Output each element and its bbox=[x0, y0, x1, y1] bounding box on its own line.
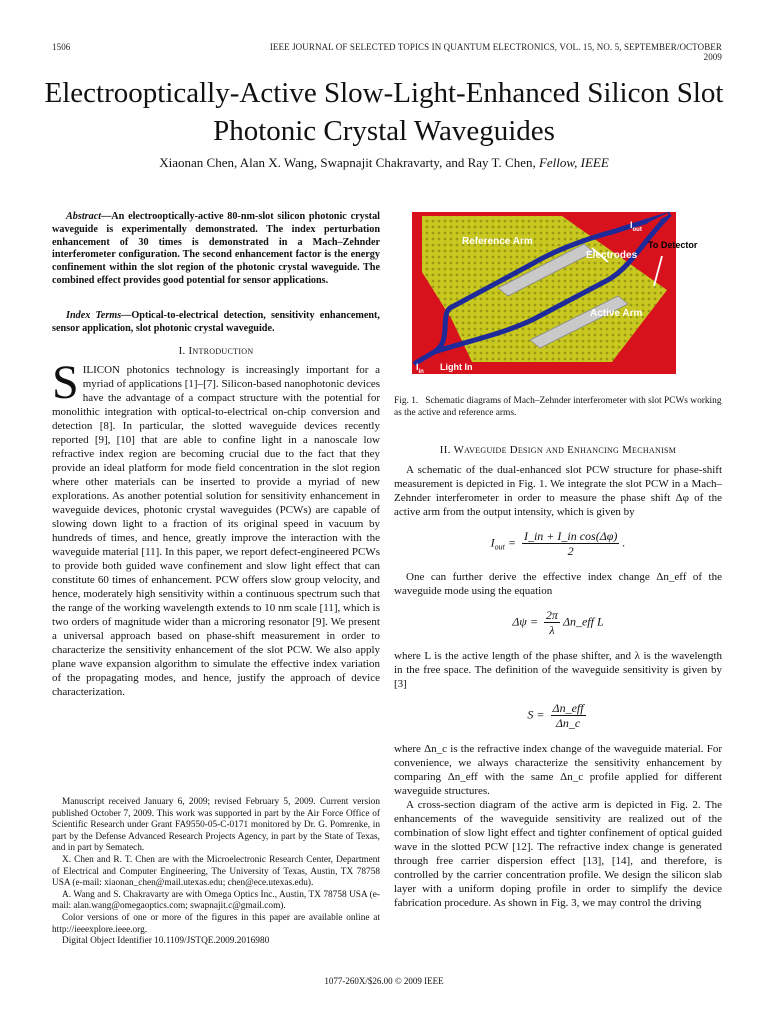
section-title: Waveguide Design and Enhancing Mechanism bbox=[453, 444, 677, 456]
footnote-manuscript: Manuscript received January 6, 2009; revised February 5, 2009. Current version published October 7, 2009. This work was supported in part by the Air Force Office of Scientific Research under Grant FA9550-05-C-0171 monitored by Dr. G. Pomrenke, in part by the Defense Advanced Research Projects Agency, in part by the State of Texas, and in part by Sematech. bbox=[52, 797, 380, 854]
footnote-color: Color versions of one or more of the figures in this paper are available online at http://ieeexplore.ieee.org. bbox=[52, 912, 380, 935]
figure-1-caption bbox=[394, 396, 722, 419]
label-active: Active Arm bbox=[590, 308, 643, 319]
page-number: 1506 bbox=[52, 42, 71, 52]
label-iin: $I_{in}$ bbox=[416, 362, 424, 375]
abstract bbox=[52, 211, 380, 288]
copyright-footer: 1077-260X/$26.00 © 2009 IEEE bbox=[324, 976, 444, 986]
caption-label: Fig. 1. bbox=[394, 396, 419, 406]
footnote-affiliation-2: A. Wang and S. Chakravarty are with Omega Optics Inc., Austin, TX 78758 USA (e-mail: alan.wang@omegaoptics.com; swapnajit.c@gmail.com). bbox=[52, 889, 380, 912]
introduction-text: ILICON photonics technology is increasingly important for a myriad of applications [1]–[7]. Silicon-based nanophotonic devices have the advantage of a compact structure with the potential for monolithic integration with optical-to-electrical on-chip conversion and detection [8]. In particular, the slotted waveguide devices recently reported [9], [10] that are able to confine light in a nanoscale low refractive index region are becoming crucial due to the fact that they provide an ideal platform for mode field concentration in the slot region where other materials can be inserted to provide a myriad of new explorations. As another potential solution for sensitivity enhancement in waveguide devices, photonic crystal waveguides (PCWs) are capable of slowing down light to a fraction of its original speed in vacuum by hundreds of times, and hence, greatly improve the interaction with the waveguide material [11]. In this paper, we report defect-engineered PCWs to provide both guided wave confinement and slow light effect that can constitute 60 times of enhancement. PCW offers slow group velocity, and hence, moderately high sensitivity within a continuous spectrum such that the range of the working wavelength extends to 10 nm scale [11], which is two orders of magnitude wider than a microring resonator [9]. We present a universal approach based on phase-shift measurement in order to characterize the sensitivity enhancement of the slot PCW. We also apply plane wave expansion algorithm to simulate the effective index variation of the propagating modes, and hence, justify the approach of device characterization. bbox=[52, 364, 380, 698]
eq1-denominator: 2 bbox=[567, 544, 574, 558]
label-electrodes: Electrodes bbox=[586, 250, 638, 261]
section-numeral: II. bbox=[439, 444, 451, 456]
index-label: Index Terms bbox=[66, 310, 122, 321]
equation-2 bbox=[394, 608, 722, 637]
abstract-text: —An electrooptically-active 80-nm-slot silicon photonic crystal waveguide is experimentally demonstrated. The index perturbation enhancement of 30 times is demonstrated in a Mach–Zehnder interferometer configuration. The second enhancement factor is the energy confinement within the slot region of the photonic crystal waveguide. The combined effect provides good potential for sensor applications. bbox=[52, 211, 380, 286]
eq3-numerator: Δn_eff bbox=[552, 701, 584, 715]
paragraph-e: A cross-section diagram of the active arm is depicted in Fig. 2. The enhancements of the waveguide sensitivity are realized out of the combination of slow light effect and tighter confinement of optical guided wave in the slotted PCW [12]. The refractive index change is generated through free carrier dispersion effect [13], [14], and therefore, is controlled by the carrier concentration profile. We design the silicon slab layer with a uniform doping profile in order to simplify the device fabrication procedure. As shown in Fig. 3, we may control the driving bbox=[394, 799, 722, 909]
eq3-denominator: Δn_c bbox=[555, 716, 581, 730]
drop-cap: S bbox=[52, 356, 79, 409]
section-numeral: I. bbox=[178, 345, 186, 357]
label-to-detector: To Detector bbox=[648, 240, 698, 250]
caption-text: Schematic diagrams of Mach–Zehnder interferometer with slot PCWs working as the active and reference arms. bbox=[394, 396, 722, 418]
paper-title: Electrooptically-Active Slow-Light-Enhanced Silicon Slot Photonic Crystal Waveguides bbox=[44, 77, 724, 147]
eq2-denominator: λ bbox=[549, 623, 555, 637]
author-fellow: Fellow, IEEE bbox=[538, 155, 609, 170]
eq2-tail: Δn_eff L bbox=[562, 614, 604, 629]
equation-3 bbox=[394, 701, 722, 730]
index-text: —Optical-to-electrical detection, sensitivity enhancement, sensor application, slot photonic crystal waveguide. bbox=[52, 310, 380, 334]
running-header: IEEE JOURNAL OF SELECTED TOPICS IN QUANTUM ELECTRONICS, VOL. 15, NO. 5, SEPTEMBER/OCTOBER 2009 bbox=[269, 42, 722, 62]
eq2-numerator: 2π bbox=[545, 608, 558, 622]
mzi-schematic bbox=[412, 212, 698, 375]
section-title: Introduction bbox=[188, 345, 254, 357]
footnote-doi: Digital Object Identifier 10.1109/JSTQE.2009.2016980 bbox=[62, 936, 270, 947]
figure-1 bbox=[412, 212, 698, 375]
author-names: Xiaonan Chen, Alan X. Wang, Swapnajit Chakravarty, and Ray T. Chen, bbox=[159, 155, 536, 170]
section-heading-introduction bbox=[52, 345, 380, 357]
eq1-tail: . bbox=[622, 535, 626, 550]
eq1-lhs-sub: out bbox=[494, 542, 505, 552]
label-light-in: Light In bbox=[440, 362, 473, 372]
paragraph-c: where L is the active length of the phase shifter, and λ is the wavelength in the free space. The definition of the waveguide sensitivity is given by [3] bbox=[394, 650, 722, 690]
introduction-body bbox=[52, 356, 380, 699]
paragraph-b: One can further derive the effective index change Δn_eff of the waveguide mode using the equation bbox=[394, 571, 722, 597]
footnote-affiliation-1: X. Chen and R. T. Chen are with the Microelectronic Research Center, Department of Electrical and Computer Engineering, The University of Texas, Austin, TX 78758 USA (e-mail: xiaonan_chen@mail.utexas.edu; chen@ece.utexas.edu). bbox=[52, 854, 380, 889]
index-terms bbox=[52, 310, 380, 336]
eq1-numerator: I_in + I_in cos(Δφ) bbox=[523, 529, 618, 543]
label-reference: Reference Arm bbox=[462, 236, 533, 247]
eq2-lhs: Δψ = bbox=[512, 614, 538, 629]
paragraph-d: where Δn_c is the refractive index change of the waveguide material. For convenience, we always characterize the sensitivity enhancement by comparing Δn_eff with the same Δn_c profile applied for different waveguide structures. bbox=[394, 743, 722, 797]
footnotes bbox=[52, 797, 380, 948]
paragraph-a: A schematic of the dual-enhanced slot PCW structure for phase-shift measurement is depicted in Fig. 1. We integrate the slot PCW in a Mach–Zehnder interferometer in order to measure the phase shift Δφ of the active arm from the output intensity, which is given by bbox=[394, 464, 722, 518]
label-iout: $I_{out}$ bbox=[630, 220, 642, 233]
eq1-lhs: I bbox=[490, 535, 495, 550]
abstract-label: Abstract bbox=[66, 211, 102, 222]
section-2-body bbox=[394, 463, 722, 910]
equation-1: $I_{out}$ = $\frac{\text{I\_in + I\_in cos(Δφ)}}{2}$ . bbox=[490, 529, 626, 558]
section-heading-waveguide bbox=[394, 444, 722, 456]
author-line bbox=[20, 155, 748, 171]
eq3-lhs: S = bbox=[527, 707, 545, 722]
